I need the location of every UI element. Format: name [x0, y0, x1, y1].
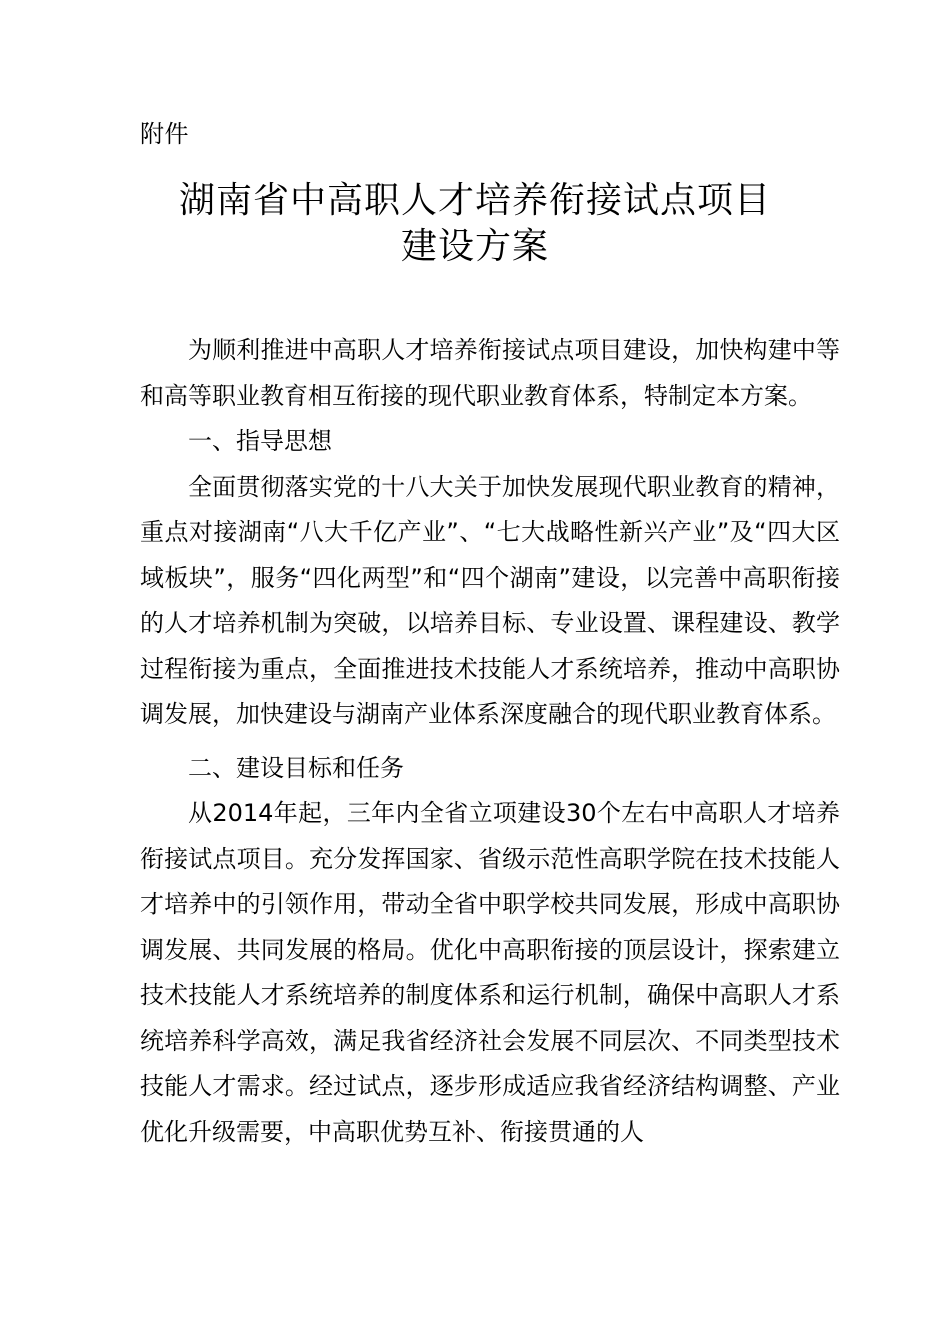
attachment-label: 附件 — [140, 120, 189, 148]
section-1-heading: 一、指导思想 — [188, 427, 332, 455]
document-body — [140, 328, 840, 1155]
intro-paragraph: 为顺利推进中高职人才培养衔接试点项目建设，加快构建中等和高等职业教育相互衔接的现代职业教育体系，特制定本方案。 — [140, 336, 840, 410]
document-title — [0, 178, 950, 270]
title-line-2: 建设方案 — [400, 226, 549, 267]
section-1-paragraph: 全面贯彻落实党的十八大关于加快发展现代职业教育的精神，重点对接湖南“八大千亿产业”、“七大战略性新兴产业”及“四大区域板块”，服务“四化两型”和“四个湖南”建设，以完善中高职衔接的人才培养机制为突破，以培养目标、专业设置、课程建设、教学过程衔接为重点，全面推进技术技能人才系统培养，推动中高职协调发展，加快建设与湖南产业体系深度融合的现代职业教育体系。 — [140, 472, 840, 728]
title-line-1: 湖南省中高职人才培养衔接试点项目 — [178, 180, 771, 221]
section-2-heading: 二、建设目标和任务 — [188, 753, 404, 782]
section-2-paragraph: 从2014年起，三年内全省立项建设30个左右中高职人才培养衔接试点项目。充分发挥国家、省级示范性高职学院在技术技能人才培养中的引领作用，带动全省中职学校共同发展，形成中高职协调发展、共同发展的格局。优化中高职衔接的顶层设计，探索建立技术技能人才系统培养的制度体系和运行机制，确保中高职人才系统培养科学高效，满足我省经济社会发展不同层次、不同类型技术技能人才需求。经过试点，逐步形成适应我省经济结构调整、产业优化升级需要，中高职优势互补、衔接贯通的人 — [140, 799, 840, 1146]
